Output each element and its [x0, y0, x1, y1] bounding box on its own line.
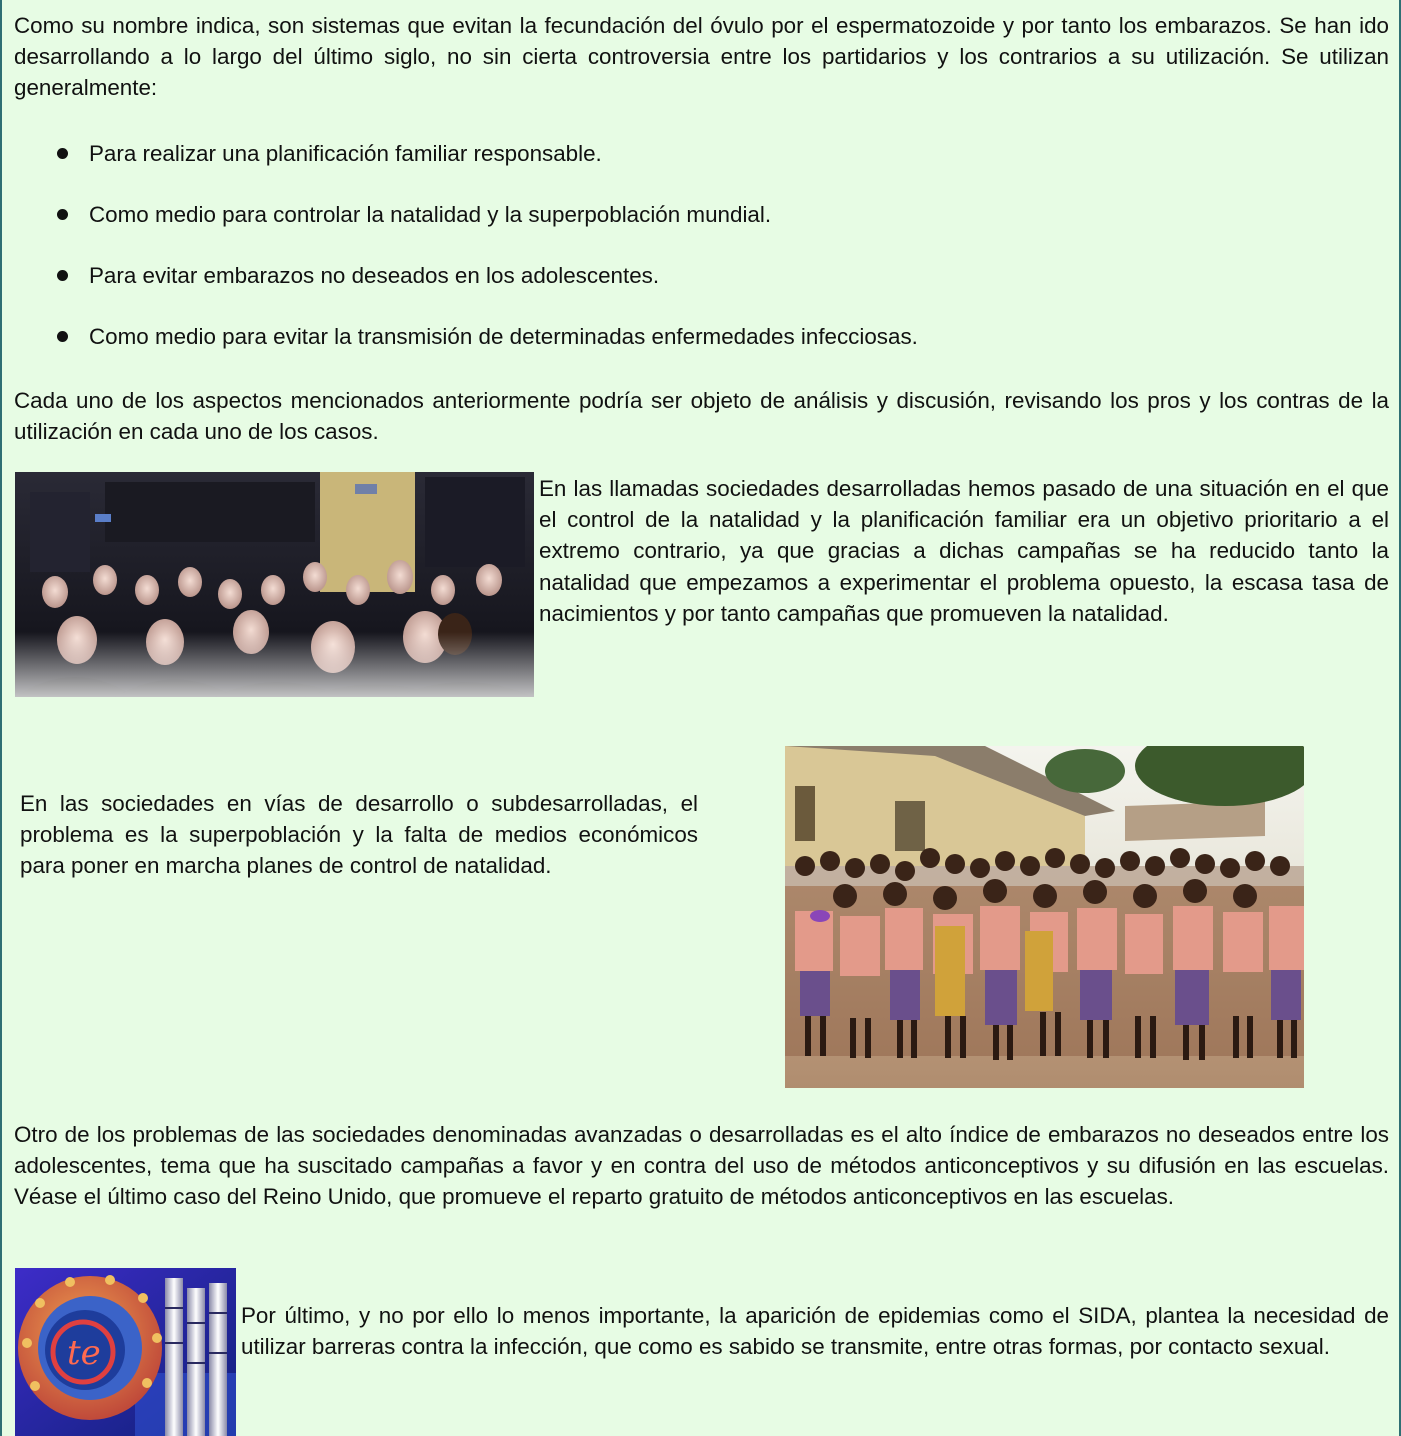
- intro-paragraph: Como su nombre indica, son sistemas que evitan la fecundación del óvulo por el espermatozoide y por tanto los embarazos. Se han ido desarrollando a lo largo del último siglo, no sin cierta controversia entre los partidarios y los contrarios a su utilización. Se utilizan generalmente:: [14, 13, 1389, 101]
- bullet-icon: [57, 209, 68, 220]
- children-photo: [785, 746, 1304, 1088]
- list-item: [14, 321, 1314, 382]
- children-photo-illustration: [785, 746, 1304, 1088]
- list-item: [14, 138, 1314, 199]
- bullet-icon: [57, 331, 68, 342]
- bullet-icon: [57, 270, 68, 281]
- epidemics-paragraph: Por último, y no por ello lo menos importante, la aparición de epidemias como el SIDA, plantea la necesidad de utilizar barreras contra la infección, que como es sabido se transmite, entre otras formas, por contacto sexual.: [241, 1303, 1389, 1360]
- list-item-text: Como medio para evitar la transmisión de determinadas enfermedades infecciosas.: [89, 324, 918, 349]
- crowd-photo-illustration: [15, 472, 534, 697]
- virus-logo-image: [15, 1268, 236, 1436]
- analysis-paragraph: Cada uno de los aspectos mencionados anteriormente podría ser objeto de análisis y discusión, revisando los pros y los contras de la utilización en cada uno de los casos.: [14, 388, 1389, 445]
- crowd-photo: [15, 472, 534, 697]
- list-item: [14, 199, 1314, 260]
- list-item-text: Como medio para controlar la natalidad y la superpoblación mundial.: [89, 202, 772, 227]
- list-item-text: Para realizar una planificación familiar responsable.: [89, 141, 602, 166]
- virus-logo-text: te: [67, 1333, 101, 1373]
- bullet-icon: [57, 148, 68, 159]
- list-item: [14, 260, 1314, 321]
- developing-paragraph: En las sociedades en vías de desarrollo o subdesarrolladas, el problema es la superpoblación y la falta de medios económicos para poner en marcha planes de control de natalidad.: [20, 791, 698, 879]
- list-item-text: Para evitar embarazos no deseados en los adolescentes.: [89, 263, 660, 288]
- virus-logo-illustration: [15, 1268, 236, 1436]
- teenagers-paragraph: Otro de los problemas de las sociedades denominadas avanzadas o desarrolladas es el alto índice de embarazos no deseados entre los adolescentes, tema que ha suscitado campañas a favor y en contra del uso de métodos anticonceptivos y su difusión en las escuelas. Véase el último caso del Reino Unido, que promueve el reparto gratuito de métodos anticonceptivos en las escuelas.: [14, 1122, 1389, 1210]
- developed-paragraph: En las llamadas sociedades desarrolladas hemos pasado de una situación en el que el control de la natalidad y la planificación familiar era un objetivo prioritario a el extremo contrario, ya que gracias a dichas campañas se ha reducido tanto la natalidad que empezamos a experimentar el problema opuesto, la escasa tasa de nacimientos y por tanto campañas que promueven la natalidad.: [539, 476, 1389, 626]
- uses-list: [14, 138, 1314, 382]
